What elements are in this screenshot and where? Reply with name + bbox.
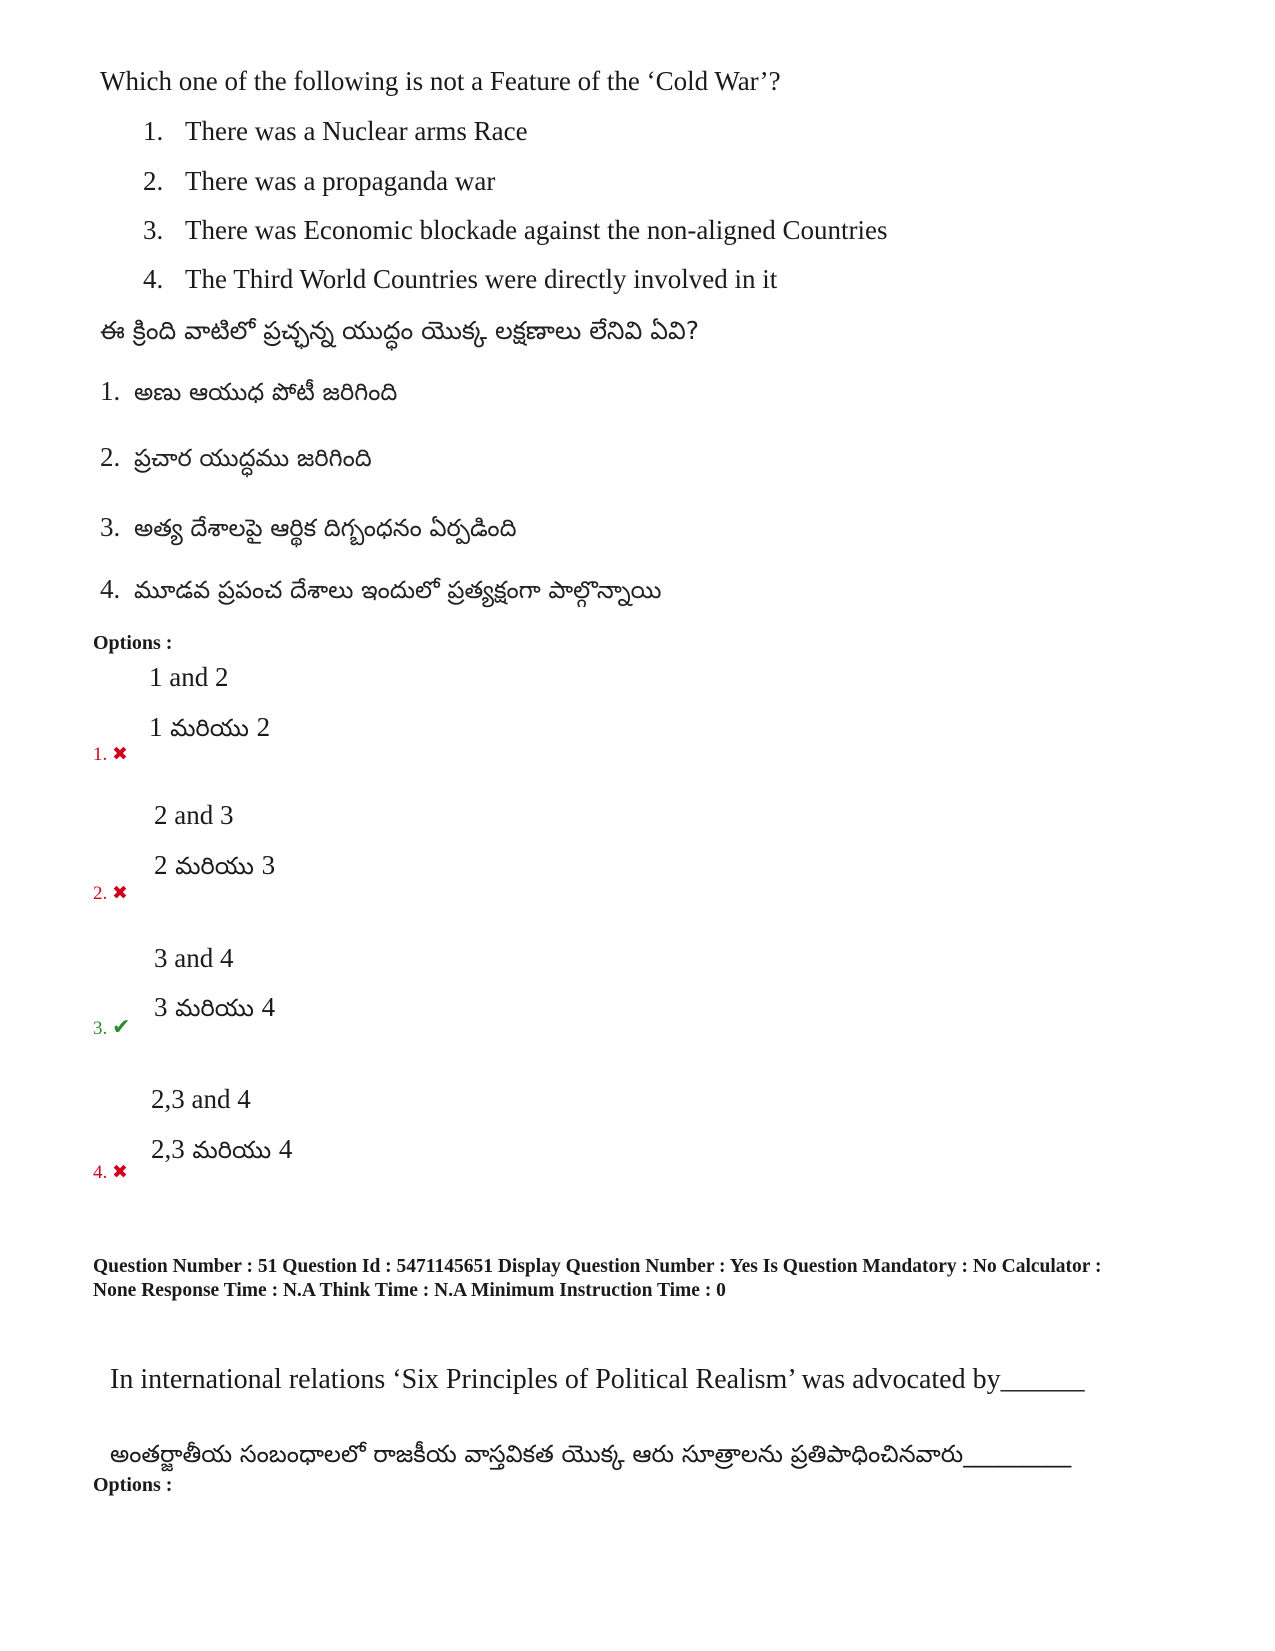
option-1-en[interactable]: 1 and 2	[149, 662, 229, 692]
statement-number: 2.	[100, 442, 121, 472]
statement-number: 2.	[143, 166, 164, 196]
option-num: 3	[261, 850, 276, 880]
statement-en-4	[143, 264, 777, 295]
option-1-marker	[93, 743, 128, 766]
statement-text: అత్య దేశాలపై ఆర్థిక దిగ్బంధనం ఏర్పడింది	[134, 514, 517, 542]
cross-icon: ✖	[112, 1162, 128, 1183]
option-num: 2,3	[151, 1134, 185, 1164]
option-word: మరియు	[175, 852, 254, 880]
checkmark-icon: ✔	[112, 1014, 131, 1039]
statement-text: The Third World Countries were directly involved in it	[185, 264, 778, 294]
option-1-te[interactable]	[149, 712, 270, 748]
option-num: 2	[256, 712, 271, 742]
question-meta	[93, 1255, 1101, 1303]
option-word: మరియు	[170, 714, 249, 742]
cross-icon: ✖	[112, 744, 128, 765]
statement-en-2	[143, 166, 495, 197]
option-4-marker	[93, 1161, 128, 1184]
option-word: మరియు	[175, 994, 254, 1022]
question-text-en: Which one of the following is not a Feature of the ‘Cold War’?	[100, 66, 781, 96]
option-2-te[interactable]	[154, 850, 275, 886]
statement-number: 3.	[100, 512, 121, 542]
option-word: మరియు	[192, 1136, 272, 1164]
option-3-marker	[93, 1014, 130, 1040]
statement-number: 1.	[143, 116, 164, 146]
question-51-text-te: అంతర్జాతీయ సంబంధాలలో రాజకీయ వాస్తవికత యొక్క ఆరు సూత్రాలను ప్రతిపాధించినవారు_________	[110, 1440, 1072, 1468]
statement-en-3	[143, 215, 888, 246]
options-label: Options :	[93, 632, 173, 654]
statement-te-1	[100, 376, 397, 412]
statement-number: 4.	[100, 574, 121, 604]
statement-number: 1.	[100, 376, 121, 406]
option-2-marker	[93, 882, 128, 905]
options-label-51: Options :	[93, 1474, 173, 1496]
statement-number: 4.	[143, 264, 164, 294]
option-num: 2	[154, 850, 168, 880]
statement-te-4	[100, 574, 662, 610]
statement-text: అణు ఆయుధ పోటీ జరిగింది	[134, 378, 398, 406]
statement-te-2	[100, 442, 372, 478]
option-num: 3	[154, 992, 168, 1022]
cross-icon: ✖	[112, 883, 128, 904]
option-2-en[interactable]: 2 and 3	[154, 800, 234, 830]
option-4-te[interactable]	[151, 1134, 292, 1170]
statement-text: మూడవ ప్రపంచ దేశాలు ఇందులో ప్రత్యక్షంగా పాల్గొన్నాయి	[134, 576, 662, 604]
statement-en-1	[143, 116, 528, 147]
statement-te-3	[100, 512, 517, 548]
option-num: 4	[278, 1134, 293, 1164]
question-51-text-en: In international relations ‘Six Principles of Political Realism’ was advocated by______	[110, 1364, 1085, 1395]
option-marker-number: 1.	[93, 744, 108, 765]
statement-text: There was a Nuclear arms Race	[185, 116, 528, 146]
statement-text: ప్రచార యుద్ధము జరిగింది	[134, 444, 372, 472]
statement-number: 3.	[143, 215, 164, 245]
question-meta-line-2: None Response Time : N.A Think Time : N.A Minimum Instruction Time : 0	[93, 1280, 726, 1301]
option-marker-number: 3.	[93, 1018, 108, 1039]
option-4-en[interactable]: 2,3 and 4	[151, 1084, 251, 1114]
question-text-te: ఈ క్రింది వాటిలో ప్రచ్ఛన్న యుద్ధం యొక్క లక్షణాలు లేనివి ఏవి?	[100, 316, 700, 345]
option-3-en[interactable]: 3 and 4	[154, 943, 234, 973]
statement-text: There was a propaganda war	[185, 166, 496, 196]
option-num: 1	[149, 712, 163, 742]
option-3-te[interactable]	[154, 992, 275, 1028]
option-num: 4	[261, 992, 276, 1022]
question-meta-line-1: Question Number : 51 Question Id : 5471145651 Display Question Number : Yes Is Question Mandatory : No Calculator :	[93, 1256, 1102, 1277]
option-marker-number: 2.	[93, 883, 108, 904]
statement-text: There was Economic blockade against the non-aligned Countries	[185, 215, 888, 245]
option-marker-number: 4.	[93, 1162, 108, 1183]
